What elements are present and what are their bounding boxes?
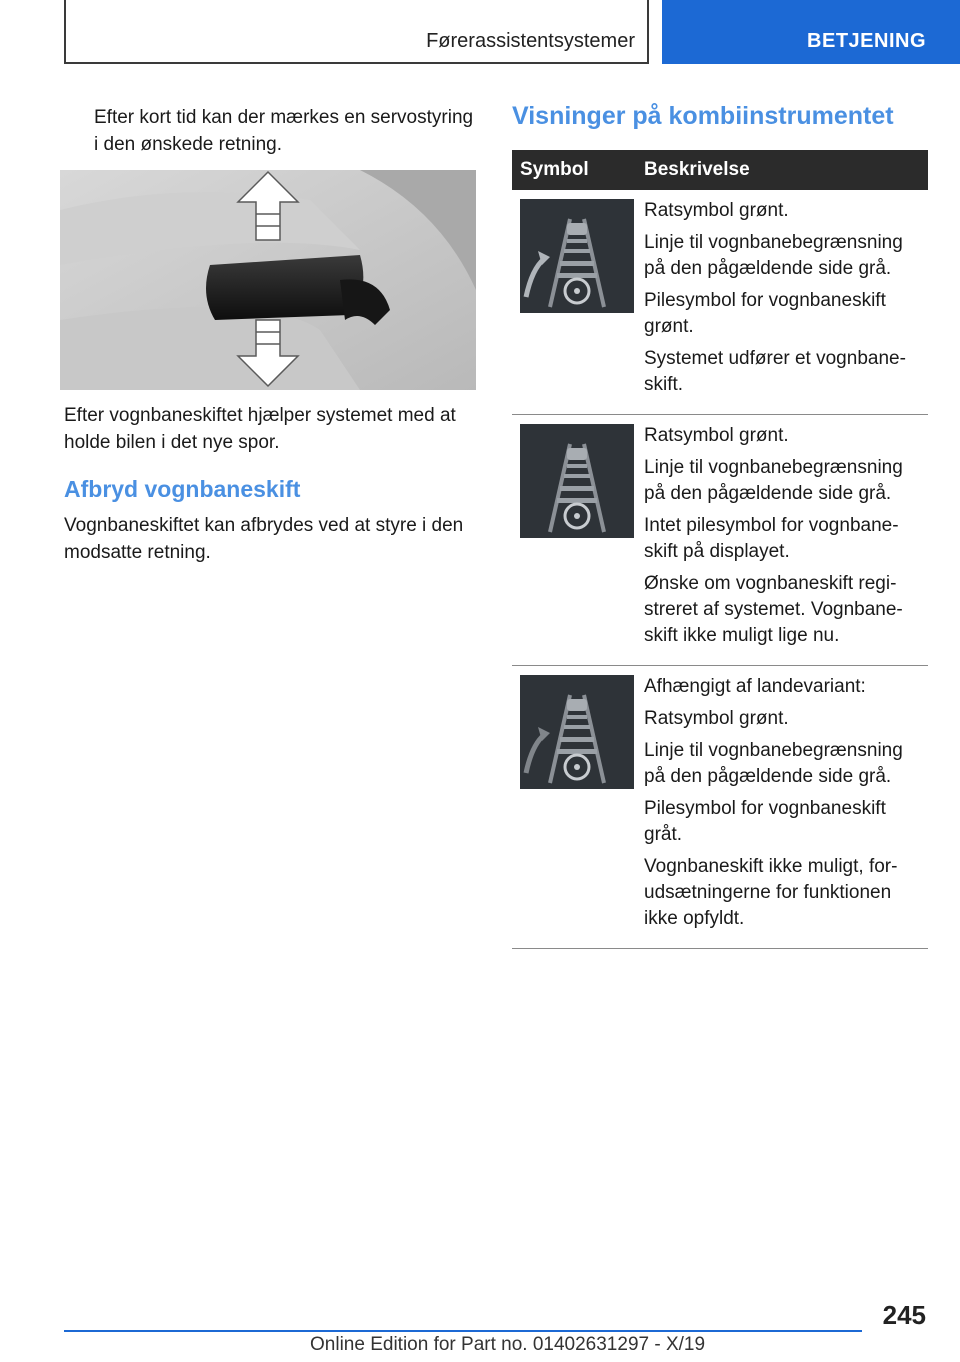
desc-line: Linje til vognbanebegrænsning på den pågældende side grå. bbox=[644, 457, 903, 504]
header-section-box bbox=[64, 0, 649, 64]
abort-lane-change-heading: Afbryd vognbaneskift bbox=[64, 476, 301, 502]
row-description bbox=[644, 198, 928, 398]
header-chapter-title: BETJENING bbox=[807, 30, 926, 52]
footer-rule bbox=[64, 1330, 862, 1332]
header-section-title: Førerassistentsystemer bbox=[426, 30, 635, 52]
header-chapter-box bbox=[662, 0, 960, 64]
desc-line: Linje til vognbanebegrænsning på den pågældende side grå. bbox=[644, 232, 903, 279]
column-header-symbol: Symbol bbox=[520, 159, 589, 180]
cluster-displays-heading: Visninger på kombiinstrumentet bbox=[512, 102, 894, 130]
symbol-table bbox=[512, 150, 928, 949]
lane-change-arrow-green-icon bbox=[520, 199, 634, 313]
table-row bbox=[512, 666, 928, 949]
footer-edition-text: Online Edition for Part no. 01402631297 - X/19 bbox=[310, 1334, 706, 1355]
table-row bbox=[512, 190, 928, 415]
desc-line: Pilesymbol for vognbaneskift grønt. bbox=[644, 290, 886, 337]
after-lane-change-paragraph: Efter vognbaneskiftet hjælper systemet med at holde bilen i det nye spor. bbox=[64, 405, 456, 453]
lane-change-pending-icon bbox=[520, 424, 634, 538]
row-description bbox=[644, 423, 928, 649]
column-header-description: Beskrivelse bbox=[644, 159, 750, 180]
abort-lane-change-paragraph: Vognbaneskiftet kan afbrydes ved at styre i den modsatte retning. bbox=[64, 515, 464, 563]
lane-change-arrow-grey-icon bbox=[520, 675, 634, 789]
page-number: 245 bbox=[882, 1300, 926, 1330]
desc-line: Ønske om vognbaneskift regi-streret af systemet. Vognbane-skift ikke muligt lige nu. bbox=[644, 573, 903, 646]
table-header bbox=[512, 150, 928, 190]
desc-line: Pilesymbol for vognbaneskift gråt. bbox=[644, 798, 886, 845]
left-column bbox=[64, 100, 476, 158]
desc-line: Linje til vognbanebegrænsning på den pågældende side grå. bbox=[644, 740, 903, 787]
intro-paragraph: Efter kort tid kan der mærkes en servostyring i den ønskede retning. bbox=[94, 107, 474, 155]
desc-line: Intet pilesymbol for vognbane-skift på displayet. bbox=[644, 515, 899, 562]
desc-line: Ratsymbol grønt. bbox=[644, 200, 789, 221]
desc-line: Systemet udfører et vognbane-skift. bbox=[644, 348, 906, 395]
desc-line: Ratsymbol grønt. bbox=[644, 708, 789, 729]
desc-line: Ratsymbol grønt. bbox=[644, 425, 789, 446]
desc-line: Afhængigt af landevariant: bbox=[644, 676, 866, 697]
steering-stalk-illustration bbox=[60, 170, 476, 390]
row-description bbox=[644, 674, 928, 932]
desc-line: Vognbaneskift ikke muligt, for-udsætningerne for funktionen ikke opfyldt. bbox=[644, 856, 898, 929]
table-row bbox=[512, 415, 928, 666]
